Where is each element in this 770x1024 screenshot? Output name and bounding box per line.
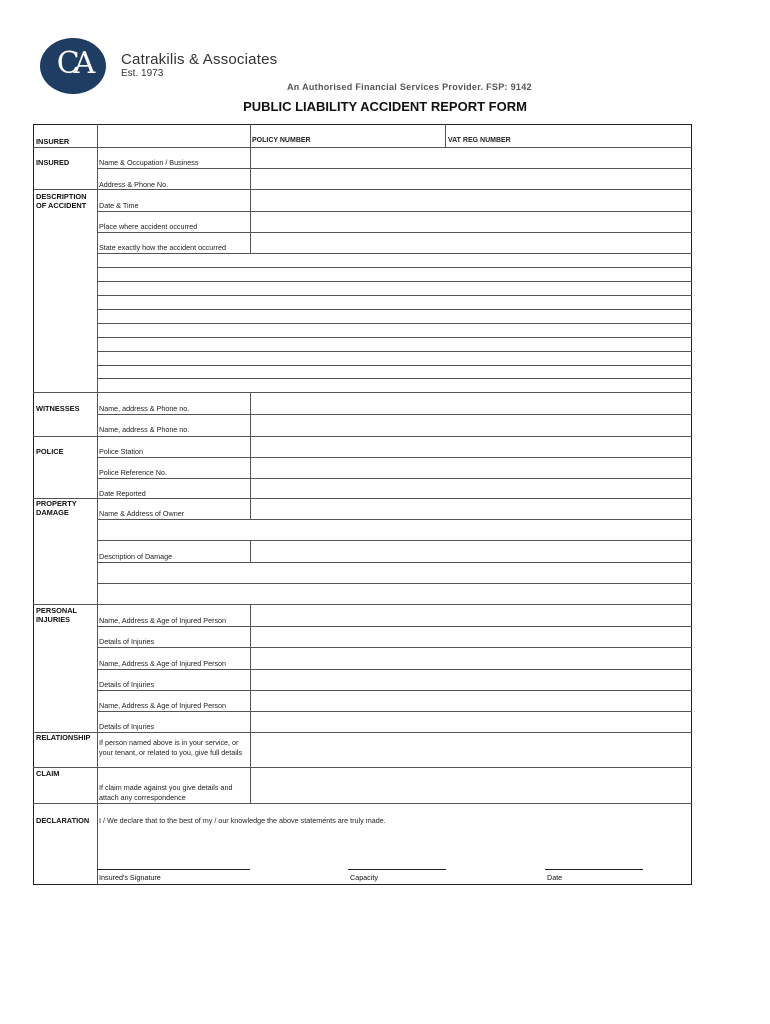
witnesses-label: WITNESSES <box>36 404 80 413</box>
declaration-label: DECLARATION <box>36 816 90 825</box>
divider <box>97 351 692 352</box>
divider <box>97 168 692 169</box>
signature-line[interactable] <box>97 869 250 870</box>
column-divider <box>97 124 98 803</box>
column-divider <box>250 124 251 189</box>
divider <box>97 267 692 268</box>
police-station-label: Police Station <box>99 447 143 456</box>
declaration-text: I / We declare that to the best of my / our knowledge the above statements are truly made. <box>99 816 386 825</box>
divider <box>97 647 692 648</box>
divider <box>97 414 692 415</box>
divider <box>97 478 692 479</box>
date-label: Date <box>547 873 563 882</box>
vat-reg-number-label: VAT REG NUMBER <box>448 137 511 144</box>
place-label: Place where accident occurred <box>99 222 198 231</box>
divider <box>97 365 692 366</box>
divider <box>33 732 692 733</box>
divider <box>97 711 692 712</box>
company-logo <box>40 38 106 94</box>
divider <box>97 626 692 627</box>
divider <box>97 457 692 458</box>
divider <box>97 323 692 324</box>
divider <box>97 232 692 233</box>
column-divider <box>250 189 251 253</box>
divider <box>97 583 692 584</box>
divider <box>33 392 692 393</box>
relationship-instructions: If person named above is in your service, or your tenant, or related to you, give full details <box>99 738 243 757</box>
column-divider <box>97 803 98 885</box>
divider <box>97 337 692 338</box>
insured-label: INSURED <box>36 158 70 167</box>
policy-number-label: POLICY NUMBER <box>252 137 311 144</box>
divider <box>97 669 692 670</box>
divider <box>33 436 692 437</box>
insurer-label: INSURER <box>36 137 70 146</box>
name-occupation-label: Name & Occupation / Business <box>99 158 199 167</box>
divider <box>97 690 692 691</box>
column-divider <box>250 732 251 803</box>
divider <box>97 378 692 379</box>
fsp-note: An Authorised Financial Services Provider. FSP: 9142 <box>287 82 532 92</box>
description-label: DESCRIPTION OF ACCIDENT <box>36 192 87 210</box>
injured-person-3-label: Name, Address & Age of Injured Person <box>99 701 227 710</box>
police-label: POLICE <box>36 447 64 456</box>
date-time-label: Date & Time <box>99 201 139 210</box>
signature-label: Insured's Signature <box>99 873 161 882</box>
relationship-label: RELATIONSHIP <box>36 733 91 742</box>
divider <box>97 253 692 254</box>
divider <box>97 281 692 282</box>
injured-person-1-label: Name, Address & Age of Injured Person <box>99 616 227 625</box>
logo-monogram: CA <box>56 46 90 81</box>
damage-description-label: Description of Damage <box>99 552 173 561</box>
divider <box>33 803 692 804</box>
column-divider <box>250 392 251 436</box>
divider <box>97 562 692 563</box>
injuries-2-label: Details of Injuries <box>99 680 155 689</box>
injured-person-2-label: Name, Address & Age of Injured Person <box>99 659 227 668</box>
column-divider <box>250 604 251 732</box>
divider <box>97 540 692 541</box>
capacity-label: Capacity <box>350 873 378 882</box>
witness-2-label: Name, address & Phone no. <box>99 425 190 434</box>
date-line[interactable] <box>545 869 643 870</box>
personal-injuries-label: PERSONAL INJURIES <box>36 606 77 624</box>
date-reported-label: Date Reported <box>99 489 146 498</box>
capacity-line[interactable] <box>348 869 446 870</box>
divider <box>97 211 692 212</box>
how-occurred-label: State exactly how the accident occurred <box>99 243 227 252</box>
form-title: PUBLIC LIABILITY ACCIDENT REPORT FORM <box>243 99 527 114</box>
divider <box>33 147 692 148</box>
claim-instructions: If claim made against you give details and attach any correspondence <box>99 783 233 802</box>
divider <box>33 604 692 605</box>
divider <box>97 309 692 310</box>
police-reference-label: Police Reference No. <box>99 468 167 477</box>
divider <box>33 767 692 768</box>
column-divider <box>250 436 251 519</box>
property-damage-label: PROPERTY DAMAGE <box>36 499 77 517</box>
column-divider <box>445 124 446 147</box>
report-form <box>33 124 692 885</box>
divider <box>97 295 692 296</box>
established-year: Est. 1973 <box>121 68 164 79</box>
owner-label: Name & Address of Owner <box>99 509 185 518</box>
address-phone-label: Address & Phone No. <box>99 180 169 189</box>
witness-1-label: Name, address & Phone no. <box>99 404 190 413</box>
divider <box>97 519 692 520</box>
injuries-3-label: Details of Injuries <box>99 722 155 731</box>
injuries-1-label: Details of Injuries <box>99 637 155 646</box>
company-name: Catrakilis & Associates <box>121 51 278 68</box>
column-divider <box>250 540 251 562</box>
claim-label: CLAIM <box>36 769 60 778</box>
